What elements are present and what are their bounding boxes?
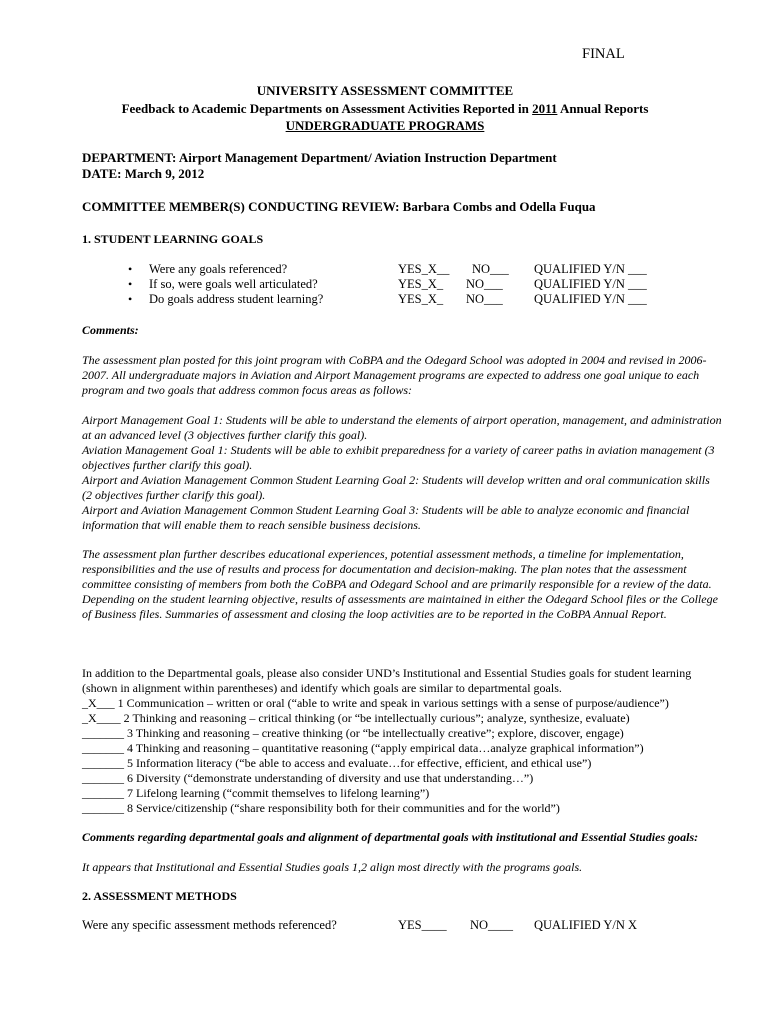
date-line: DATE: March 9, 2012 xyxy=(82,166,205,181)
comments-paragraph-2: The assessment plan further describes educational experiences, potential assessment methods, a timeline for implementation, responsibilities and the use of results and process for documentation and decision-making. The plan notes that the assessment committee consisting of members from both the CoBPA and Odegard School and are primarily responsible for a review of the data. Depending on the student learning objective, results of assessments are maintained in either the Odegard School files or the College of Business files. Summaries of assessment and closing the loop activities are to be reported in the CoBPA Annual Report. xyxy=(82,547,718,621)
section1-title: 1. STUDENT LEARNING GOALS xyxy=(82,232,264,246)
goal-item: Airport Management Goal 1: Students will be able to understand the elements of airport operation, management, and administration at an advanced level (3 objectives further clarify this goal). xyxy=(82,413,722,442)
question-yes: YES_X_ xyxy=(398,292,444,306)
feedback-before: Feedback to Academic Departments on Assessment Activities Reported in xyxy=(121,101,533,116)
bullet-icon: • xyxy=(128,277,133,291)
programs-title: UNDERGRADUATE PROGRAMS xyxy=(285,118,485,133)
feedback-year: 2011 xyxy=(532,101,558,116)
question-no: NO___ xyxy=(466,277,503,291)
methods-yes: YES____ xyxy=(398,918,447,932)
question-text: If so, were goals well articulated? xyxy=(149,277,318,291)
committee-members-line: COMMITTEE MEMBER(S) CONDUCTING REVIEW: Barbara Combs and Odella Fuqua xyxy=(82,199,596,214)
question-text: Were any goals referenced? xyxy=(149,262,288,276)
methods-qualified: QUALIFIED Y/N X xyxy=(534,918,637,932)
goal-item: Airport and Aviation Management Common Student Learning Goal 3: Students will be able to analyze economic and financial information that will enable them to reach sensible business decisions. xyxy=(82,503,690,532)
question-qualified: QUALIFIED Y/N ___ xyxy=(534,292,647,306)
committee-title: UNIVERSITY ASSESSMENT COMMITTEE xyxy=(256,83,514,98)
question-no: NO___ xyxy=(466,292,503,306)
institutional-goal: _______ 7 Lifelong learning (“commit themselves to lifelong learning”) xyxy=(82,786,430,800)
comments-paragraph-1: The assessment plan posted for this joint program with CoBPA and the Odegard School was adopted in 2004 and revised in 2006-2007. All undergraduate majors in Aviation and Airport Management programs are expected to address one goal unique to each program and two goals that address common focus areas as follows: xyxy=(82,353,707,397)
methods-no: NO____ xyxy=(470,918,514,932)
question-no: NO___ xyxy=(472,262,509,276)
goal-item: Aviation Management Goal 1: Students will be able to exhibit preparedness for a variety of career paths in aviation management (3 objectives further clarify this goal). xyxy=(82,443,715,472)
goal-item: Airport and Aviation Management Common Student Learning Goal 2: Students will develop written and oral communication skills (2 objectives further clarify this goal). xyxy=(82,473,710,502)
final-label: FINAL xyxy=(582,46,625,62)
comments-label: Comments: xyxy=(82,323,139,337)
section2-title: 2. ASSESSMENT METHODS xyxy=(82,889,237,903)
institutional-goal: _______ 8 Service/citizenship (“share responsibility both for their communities and for the world”) xyxy=(82,801,560,815)
alignment-text: It appears that Institutional and Essential Studies goals 1,2 align most directly with the programs goals. xyxy=(82,860,583,874)
institutional-goal: _X____ 2 Thinking and reasoning – critical thinking (or “be intellectually curious”; analyze, synthesize, evaluate) xyxy=(82,711,630,725)
bullet-icon: • xyxy=(128,262,133,276)
institutional-goal: _X___ 1 Communication – written or oral (“able to write and speak in various settings with a sense of purpose/audience”) xyxy=(82,696,669,710)
question-yes: YES_X__ xyxy=(398,262,450,276)
bullet-icon: • xyxy=(128,292,133,306)
feedback-after: Annual Reports xyxy=(557,101,649,116)
institutional-goal: _______ 4 Thinking and reasoning – quantitative reasoning (“apply empirical data…analyze graphical information”) xyxy=(82,741,644,755)
department-line: DEPARTMENT: Airport Management Department/ Aviation Instruction Department xyxy=(82,150,557,165)
feedback-title xyxy=(0,101,770,117)
alignment-heading: Comments regarding departmental goals and alignment of departmental goals with institutional and Essential Studies goals: xyxy=(82,830,699,844)
question-text: Do goals address student learning? xyxy=(149,292,324,306)
program-goals xyxy=(82,413,722,533)
question-qualified: QUALIFIED Y/N ___ xyxy=(534,277,647,291)
institutional-goal: _______ 5 Information literacy (“be able to access and evaluate…for effective, efficient, and ethical use”) xyxy=(82,756,592,770)
institutional-goal: _______ 3 Thinking and reasoning – creative thinking (or “be intellectually creative”; explore, discover, engage) xyxy=(82,726,624,740)
question-qualified: QUALIFIED Y/N ___ xyxy=(534,262,647,276)
institutional-intro: In addition to the Departmental goals, please also consider UND’s Institutional and Essential Studies goals for student learning (shown in alignment within parentheses) and identify which goals are similar to departmental goals. xyxy=(82,666,692,695)
methods-question: Were any specific assessment methods referenced? xyxy=(82,918,337,932)
institutional-goal: _______ 6 Diversity (“demonstrate understanding of diversity and use that understanding…”) xyxy=(82,771,534,785)
question-yes: YES_X_ xyxy=(398,277,444,291)
